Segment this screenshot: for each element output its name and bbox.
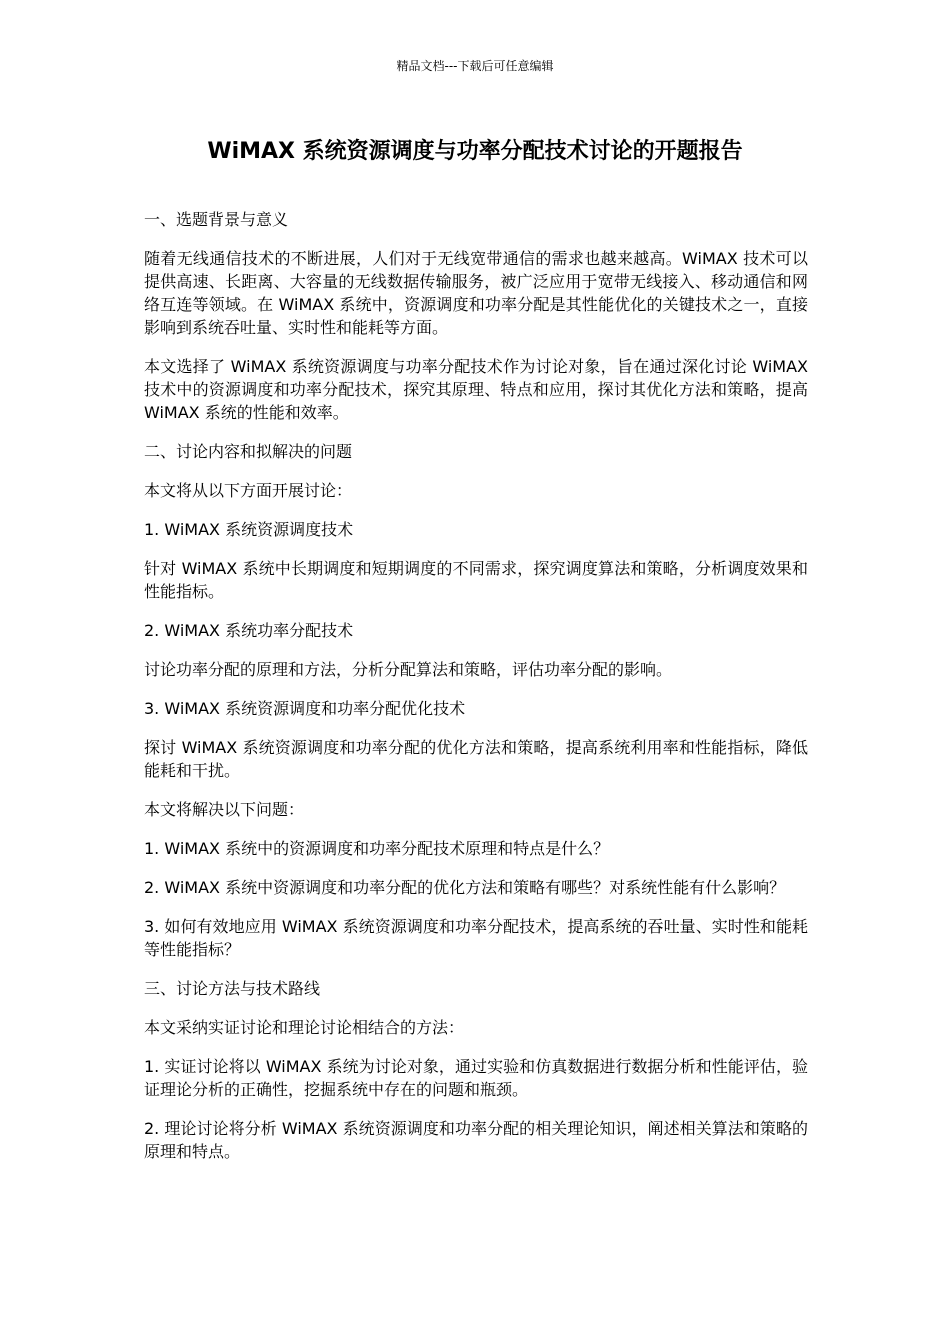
- section-heading-methods: 三、讨论方法与技术路线: [144, 979, 321, 998]
- list-item: 3. WiMAX 系统资源调度和功率分配优化技术: [144, 699, 466, 718]
- document-title: WiMAX 系统资源调度与功率分配技术讨论的开题报告: [207, 139, 743, 164]
- paragraph: 本文采纳实证讨论和理论讨论相结合的方法：: [144, 1018, 465, 1037]
- paragraph: 本文选择了 WiMAX 系统资源调度与功率分配技术作为讨论对象，旨在通过深化讨论 WiMAX 技术中的资源调度和功率分配技术，探究其原理、特点和应用，探讨其优化方法和策略，提高 WiMAX 系统的性能和效率。: [144, 357, 808, 422]
- paragraph: 讨论功率分配的原理和方法，分析分配算法和策略，评估功率分配的影响。: [144, 660, 673, 679]
- list-item: 1. WiMAX 系统资源调度技术: [144, 520, 354, 539]
- list-item: 2. WiMAX 系统功率分配技术: [144, 621, 354, 640]
- paragraph: 本文将从以下方面开展讨论：: [144, 481, 353, 500]
- paragraph: 针对 WiMAX 系统中长期调度和短期调度的不同需求，探究调度算法和策略，分析调度效果和性能指标。: [144, 559, 808, 601]
- paragraph: 本文将解决以下问题：: [144, 800, 305, 819]
- document-body: [144, 208, 808, 1179]
- list-item: 2. WiMAX 系统中资源调度和功率分配的优化方法和策略有哪些？对系统性能有什么影响？: [144, 878, 786, 897]
- section-heading-content: 二、讨论内容和拟解决的问题: [144, 442, 353, 461]
- section-heading-background: 一、选题背景与意义: [144, 210, 289, 229]
- list-item: 1. 实证讨论将以 WiMAX 系统为讨论对象，通过实验和仿真数据进行数据分析和性能评估，验证理论分析的正确性，挖掘系统中存在的问题和瓶颈。: [144, 1057, 808, 1099]
- list-item: 2. 理论讨论将分析 WiMAX 系统资源调度和功率分配的相关理论知识，阐述相关算法和策略的原理和特点。: [144, 1119, 808, 1161]
- list-item: 1. WiMAX 系统中的资源调度和功率分配技术原理和特点是什么？: [144, 839, 610, 858]
- paragraph: 随着无线通信技术的不断进展，人们对于无线宽带通信的需求也越来越高。WiMAX 技术可以提供高速、长距离、大容量的无线数据传输服务，被广泛应用于宽带无线接入、移动通信和网络互连等领域。在 WiMAX 系统中，资源调度和功率分配是其性能优化的关键技术之一，直接影响到系统吞吐量、实时性和能耗等方面。: [144, 249, 808, 337]
- page-header: 精品文档---下载后可任意编辑: [396, 59, 554, 73]
- list-item: 3. 如何有效地应用 WiMAX 系统资源调度和功率分配技术，提高系统的吞吐量、实时性和能耗等性能指标？: [144, 917, 808, 959]
- paragraph: 探讨 WiMAX 系统资源调度和功率分配的优化方法和策略，提高系统利用率和性能指标，降低能耗和干扰。: [144, 738, 808, 780]
